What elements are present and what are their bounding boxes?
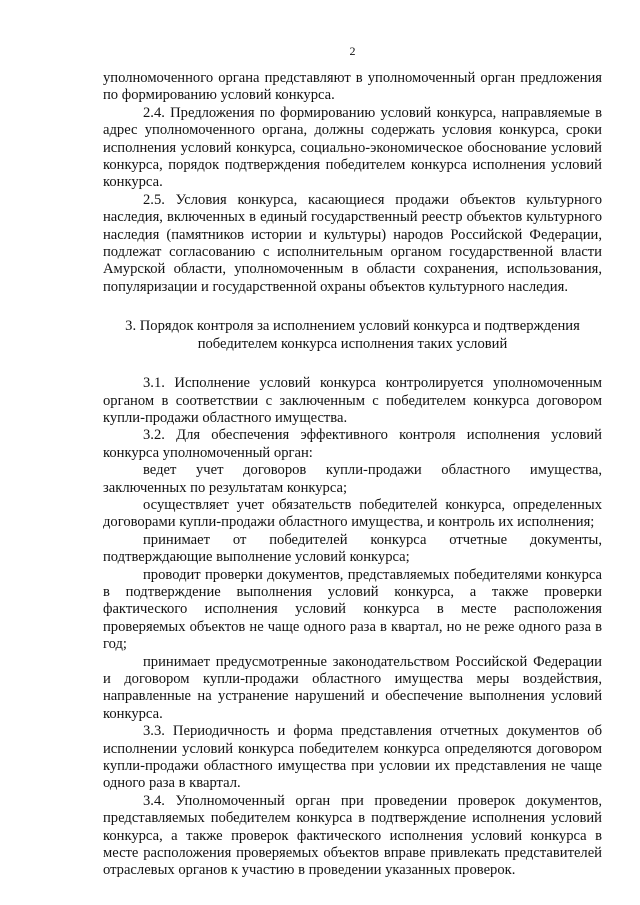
paragraph-2-4: 2.4. Предложения по формированию условий конкурса, направляемые в адрес уполномоченного органа, должны содержать условия конкурса, сроки исполнения условий конкурса, социально-экономическое обоснование условий конкурса, порядок подтверждения победителем конкурса исполнения условий конкурса.	[103, 104, 602, 191]
page-number: 2	[349, 44, 356, 58]
section-heading-line-2: победителем конкурса исполнения таких условий	[197, 335, 508, 352]
paragraph-3-4: 3.4. Уполномоченный орган при проведении проверок документов, представляемых победителем конкурса в подтверждение исполнения условий конкурса, а также проверок фактического исполнения условий конкурса в месте расположения проверяемых объектов вправе привлекать представителей отраслевых органов к участию в проведении указанных проверок.	[103, 792, 602, 879]
list-item-accounting: ведет учет договоров купли-продажи областного имущества, заключенных по результатам конкурса;	[103, 462, 602, 496]
paragraph-3-1: 3.1. Исполнение условий конкурса контролируется уполномоченным органом в соответствии с заключенным с победителем конкурса договором купли-продажи областного имущества.	[103, 375, 602, 426]
list-item-inspections: проводит проверки документов, представляемых победителями конкурса в подтверждение выполнения условий конкурса, а также проверки фактического исполнения условий конкурса в месте расположения проверяемых объектов не чаще одного раза в квартал, но не реже одного раза в год;	[103, 566, 602, 653]
paragraph-continuation: уполномоченного органа представляют в уполномоченный орган предложения по формированию условий конкурса.	[103, 70, 602, 104]
paragraph-3-2: 3.2. Для обеспечения эффективного контроля исполнения условий конкурса уполномоченный орган:	[103, 427, 602, 461]
paragraph-2-5: 2.5. Условия конкурса, касающиеся продажи объектов культурного наследия, включенных в единый государственный реестр объектов культурного наследия (памятников истории и культуры) народов Российской Федерации, подлежат согласованию с исполнительным органом государственной власти Амурской области, уполномоченным в области сохранения, использования, популяризации и государственной охраны объектов культурного наследия.	[103, 191, 602, 295]
list-item-measures: принимает предусмотренные законодательством Российской Федерации и договором купли-продажи областного имущества меры воздействия, направленные на устранение нарушений и обеспечение выполнения условий конкурса.	[103, 653, 602, 722]
paragraph-3-3: 3.3. Периодичность и форма представления отчетных документов об исполнении условий конкурса победителем конкурса определяются договором купли-продажи областного имущества при условии их представления не чаще одного раза в квартал.	[103, 723, 602, 792]
list-item-reports: принимает от победителей конкурса отчетные документы, подтверждающие выполнение условий конкурса;	[103, 531, 602, 566]
section-heading	[103, 318, 602, 353]
list-item-obligations: осуществляет учет обязательств победителей конкурса, определенных договорами купли-продажи областного имущества, и контроль их исполнения;	[103, 496, 602, 531]
section-heading-line-1: 3. Порядок контроля за исполнением условий конкурса и подтверждения	[125, 318, 580, 335]
